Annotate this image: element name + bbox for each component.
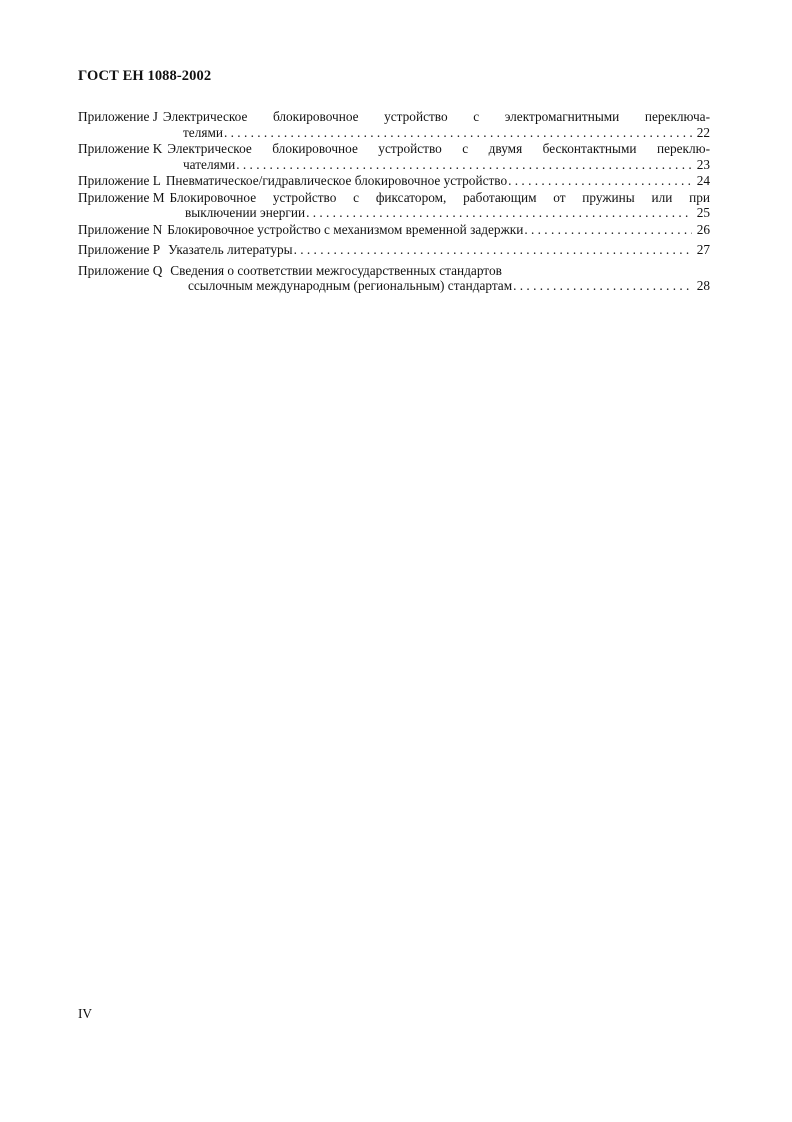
- dot-leader: [508, 173, 692, 189]
- toc-page-number: 24: [696, 173, 710, 188]
- dot-leader: [306, 205, 692, 221]
- toc-entry-annex-p[interactable]: [78, 242, 710, 258]
- document-header-title: ГОСТ ЕН 1088-2002: [78, 68, 212, 84]
- toc-annex-label: Приложение M: [78, 189, 165, 205]
- toc-entry-title-continuation: чателями: [183, 156, 236, 172]
- toc-entry-annex-j[interactable]: [78, 109, 710, 140]
- toc-entry-title: Указатель литературы: [168, 242, 293, 257]
- toc-page-number: 26: [696, 221, 710, 237]
- toc-annex-label: Приложение K: [78, 141, 163, 156]
- toc-entry-annex-m[interactable]: [78, 190, 710, 221]
- table-of-contents: [78, 109, 710, 295]
- toc-entry-title-continuation: ссылочным международным (региональным) стандартам: [188, 278, 513, 293]
- toc-annex-label: Приложение L: [78, 173, 161, 188]
- toc-page-number: 23: [696, 156, 710, 172]
- toc-entry-annex-q[interactable]: [78, 263, 710, 294]
- page-number-footer: IV: [78, 1006, 93, 1021]
- toc-entry-annex-k[interactable]: [78, 141, 710, 172]
- toc-entry-title-continuation: выключении энергии: [185, 205, 306, 220]
- toc-entry-annex-n[interactable]: [78, 222, 710, 238]
- toc-entry-title-continuation: телями: [183, 124, 223, 140]
- toc-entry-title: Электрическое блокировочное устройство с двумя бесконтактными переклю-: [167, 141, 710, 156]
- toc-entry-title: Электрическое блокировочное устройство с электромагнитными переключа-: [162, 109, 710, 124]
- toc-entry-title: Сведения о соответствии межгосударственных стандартов: [170, 262, 502, 278]
- toc-annex-label: Приложение P: [78, 242, 161, 257]
- toc-annex-label: Приложение J: [78, 109, 158, 124]
- toc-page-number: 27: [696, 242, 710, 257]
- dot-leader: [294, 242, 692, 258]
- toc-entry-title: Блокировочное устройство с механизмом временной задержки: [167, 221, 524, 237]
- toc-page-number: 25: [696, 205, 710, 220]
- dot-leader: [224, 125, 692, 141]
- toc-page-number: 28: [696, 278, 710, 293]
- dot-leader: [513, 278, 692, 294]
- dot-leader: [524, 222, 692, 238]
- toc-entry-annex-l[interactable]: [78, 173, 710, 189]
- dot-leader: [236, 157, 692, 173]
- toc-annex-label: Приложение Q: [78, 262, 163, 278]
- toc-page-number: 22: [696, 124, 710, 140]
- toc-entry-title: Блокировочное устройство с фиксатором, работающим от пружины или при: [169, 189, 710, 205]
- toc-annex-label: Приложение N: [78, 221, 163, 237]
- toc-entry-title: Пневматическое/гидравлическое блокировочное устройство: [165, 173, 508, 188]
